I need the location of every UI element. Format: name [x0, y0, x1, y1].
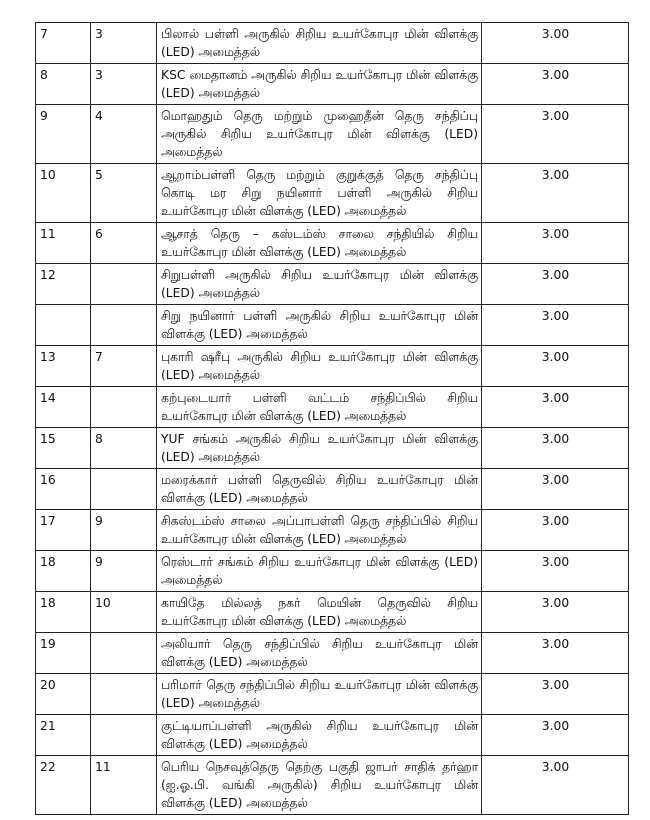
- work-description-cell: மொஹதும் தெரு மற்றும் முஹைதீன் தெரு சந்திப்பு அருகில் சிறிய உயர்கோபுர மின் விளக்கு (LED) அமைத்தல்: [157, 105, 482, 164]
- serial-number-cell: 18: [36, 551, 91, 592]
- table-row: [36, 64, 629, 105]
- serial-number-cell: 13: [36, 346, 91, 387]
- amount-cell: 3.00: [482, 428, 629, 469]
- work-description-cell: பரிமார் தெரு சந்திப்பில் சிறிய உயர்கோபுர மின் விளக்கு (LED) அமைத்தல்: [157, 674, 482, 715]
- ward-number-cell: 7: [91, 346, 157, 387]
- ward-number-cell: 9: [91, 551, 157, 592]
- serial-number-cell: 15: [36, 428, 91, 469]
- work-description-cell: ஆசாத் தெரு – கஸ்டம்ஸ் சாலை சந்தியில் சிறிய உயர்கோபுர மின் விளக்கு (LED) அமைத்தல்: [157, 223, 482, 264]
- serial-number-cell: 17: [36, 510, 91, 551]
- amount-cell: 3.00: [482, 264, 629, 305]
- work-description-cell: புகாரி ஷரீபு அருகில் சிறிய உயர்கோபுர மின் விளக்கு (LED) அமைத்தல்: [157, 346, 482, 387]
- serial-number-cell: 22: [36, 756, 91, 815]
- table-row: [36, 756, 629, 815]
- work-description-cell: குட்டியாப்பள்ளி அருகில் சிறிய உயர்கோபுர மின் விளக்கு (LED) அமைத்தல்: [157, 715, 482, 756]
- serial-number-cell: 14: [36, 387, 91, 428]
- amount-cell: 3.00: [482, 756, 629, 815]
- table-row: [36, 715, 629, 756]
- work-description-cell: ஆறாம்பள்ளி தெரு மற்றும் குறுக்குத் தெரு சந்திப்பு கொடி மர சிறு நயினார் பள்ளி அருகில் சிறிய உயர்கோபுர மின் விளக்கு (LED) அமைத்தல்: [157, 164, 482, 223]
- amount-cell: 3.00: [482, 346, 629, 387]
- ward-number-cell: 4: [91, 105, 157, 164]
- ward-number-cell: [91, 715, 157, 756]
- serial-number-cell: 16: [36, 469, 91, 510]
- amount-cell: 3.00: [482, 105, 629, 164]
- serial-number-cell: 9: [36, 105, 91, 164]
- ward-number-cell: 5: [91, 164, 157, 223]
- work-description-cell: மரைக்கார் பள்ளி தெருவில் சிறிய உயர்கோபுர மின் விளக்கு (LED) அமைத்தல்: [157, 469, 482, 510]
- table-row: [36, 223, 629, 264]
- ward-number-cell: [91, 469, 157, 510]
- table-row: [36, 346, 629, 387]
- serial-number-cell: 8: [36, 64, 91, 105]
- serial-number-cell: 7: [36, 23, 91, 64]
- table-body: [36, 23, 629, 815]
- amount-cell: 3.00: [482, 387, 629, 428]
- table-row: [36, 264, 629, 305]
- table-row: [36, 23, 629, 64]
- ward-number-cell: [91, 674, 157, 715]
- table-row: [36, 105, 629, 164]
- ward-number-cell: 8: [91, 428, 157, 469]
- serial-number-cell: 18: [36, 592, 91, 633]
- amount-cell: 3.00: [482, 715, 629, 756]
- work-description-cell: சிறுபள்ளி அருகில் சிறிய உயர்கோபுர மின் விளக்கு (LED) அமைத்தல்: [157, 264, 482, 305]
- ward-number-cell: 9: [91, 510, 157, 551]
- amount-cell: 3.00: [482, 305, 629, 346]
- table-row: [36, 633, 629, 674]
- work-description-cell: அலியார் தெரு சந்திப்பில் சிறிய உயர்கோபுர மின் விளக்கு (LED) அமைத்தல்: [157, 633, 482, 674]
- work-description-cell: காயிதே மில்லத் நகர் மெயின் தெருவில் சிறிய உயர்கோபுர மின் விளக்கு (LED) அமைத்தல்: [157, 592, 482, 633]
- amount-cell: 3.00: [482, 23, 629, 64]
- ward-number-cell: 3: [91, 64, 157, 105]
- amount-cell: 3.00: [482, 674, 629, 715]
- serial-number-cell: 20: [36, 674, 91, 715]
- work-description-cell: கற்புடையார் பள்ளி வட்டம் சந்திப்பில் சிறிய உயர்கோபுர மின் விளக்கு (LED) அமைத்தல்: [157, 387, 482, 428]
- work-description-cell: பிலால் பள்ளி அருகில் சிறிய உயர்கோபுர மின் விளக்கு (LED) அமைத்தல்: [157, 23, 482, 64]
- table-row: [36, 510, 629, 551]
- amount-cell: 3.00: [482, 510, 629, 551]
- table-row: [36, 428, 629, 469]
- ward-number-cell: 3: [91, 23, 157, 64]
- ward-number-cell: [91, 387, 157, 428]
- table-row: [36, 305, 629, 346]
- table-row: [36, 674, 629, 715]
- amount-cell: 3.00: [482, 551, 629, 592]
- amount-cell: 3.00: [482, 223, 629, 264]
- serial-number-cell: 12: [36, 264, 91, 305]
- work-description-cell: KSC மைதானம் அருகில் சிறிய உயர்கோபுர மின் விளக்கு (LED) அமைத்தல்: [157, 64, 482, 105]
- ward-number-cell: 6: [91, 223, 157, 264]
- serial-number-cell: [36, 305, 91, 346]
- serial-number-cell: 11: [36, 223, 91, 264]
- table-row: [36, 592, 629, 633]
- work-description-cell: பெரிய நெசவுத்தெரு தெற்கு பகுதி ஜாபர் சாதிக் தர்ஹா (ஐ.ஓ.பி. வங்கி அருகில்) சிறிய உயர்கோபுர மின் விளக்கு (LED) அமைத்தல்: [157, 756, 482, 815]
- amount-cell: 3.00: [482, 469, 629, 510]
- work-description-cell: சிகஸ்டம்ஸ் சாலை அப்பாபள்ளி தெரு சந்திப்பில் சிறிய உயர்கோபுர மின் விளக்கு (LED) அமைத்தல்: [157, 510, 482, 551]
- amount-cell: 3.00: [482, 633, 629, 674]
- work-description-cell: சிறு நயினார் பள்ளி அருகில் சிறிய உயர்கோபுர மின் விளக்கு (LED) அமைத்தல்: [157, 305, 482, 346]
- table-row: [36, 469, 629, 510]
- serial-number-cell: 19: [36, 633, 91, 674]
- table-row: [36, 551, 629, 592]
- serial-number-cell: 21: [36, 715, 91, 756]
- amount-cell: 3.00: [482, 164, 629, 223]
- ward-number-cell: 11: [91, 756, 157, 815]
- works-table: [35, 22, 629, 815]
- work-description-cell: YUF சங்கம் அருகில் சிறிய உயர்கோபுர மின் விளக்கு (LED) அமைத்தல்: [157, 428, 482, 469]
- ward-number-cell: [91, 264, 157, 305]
- work-description-cell: ரெஸ்டார் சங்கம் சிறிய உயர்கோபுர மின் விளக்கு (LED) அமைத்தல்: [157, 551, 482, 592]
- ward-number-cell: [91, 305, 157, 346]
- ward-number-cell: 10: [91, 592, 157, 633]
- amount-cell: 3.00: [482, 64, 629, 105]
- amount-cell: 3.00: [482, 592, 629, 633]
- serial-number-cell: 10: [36, 164, 91, 223]
- table-row: [36, 387, 629, 428]
- table-row: [36, 164, 629, 223]
- ward-number-cell: [91, 633, 157, 674]
